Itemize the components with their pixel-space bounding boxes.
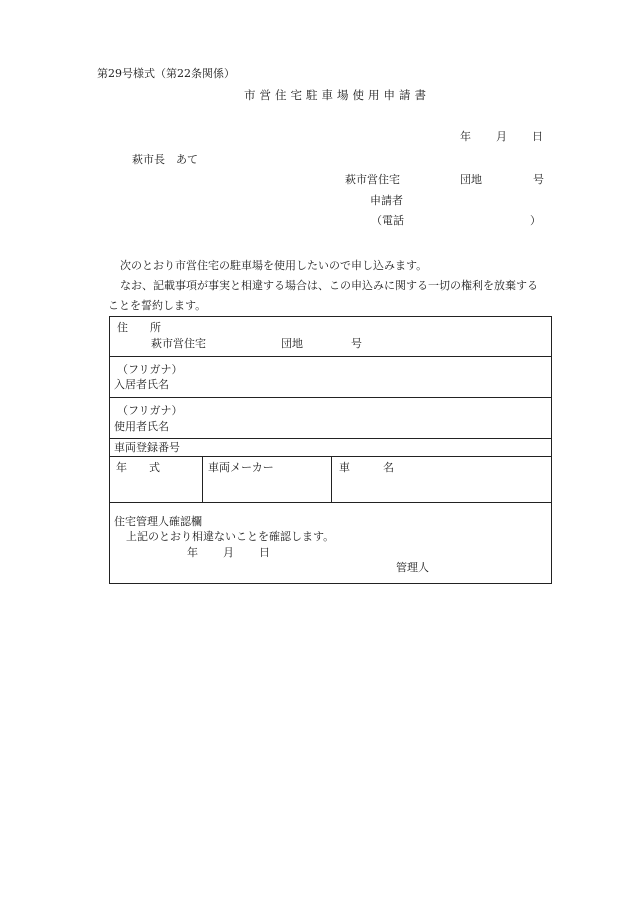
table-rule bbox=[110, 438, 551, 439]
date-month-label: 月 bbox=[496, 130, 507, 143]
table-divider bbox=[331, 456, 332, 502]
manager-label: 管理人 bbox=[396, 561, 429, 574]
vehicle-maker-label: 車両メーカー bbox=[208, 461, 274, 474]
confirm-section-title: 住宅管理人確認欄 bbox=[114, 515, 202, 528]
address-label: 住 所 bbox=[117, 321, 161, 334]
user-name-label: 使用者氏名 bbox=[114, 420, 169, 433]
confirm-text: 上記のとおり相違ないことを確認します。 bbox=[126, 530, 335, 543]
resident-name-label: 入居者氏名 bbox=[114, 378, 169, 391]
table-rule bbox=[110, 397, 551, 398]
application-form-table bbox=[109, 316, 552, 584]
applicant-address-prefix: 萩市営住宅 bbox=[345, 173, 400, 186]
address-go-label: 号 bbox=[351, 337, 362, 350]
user-furigana-label: （フリガナ） bbox=[117, 404, 183, 417]
table-rule bbox=[110, 356, 551, 357]
page-title: 市営住宅駐車場使用申請書 bbox=[244, 88, 430, 102]
form-number: 第29号様式（第22条関係） bbox=[97, 67, 235, 80]
applicant-label: 申請者 bbox=[370, 194, 403, 207]
applicant-go-label: 号 bbox=[533, 173, 544, 186]
vehicle-reg-label: 車両登録番号 bbox=[114, 441, 180, 454]
car-name-label: 車 名 bbox=[339, 461, 394, 474]
confirm-month-label: 月 bbox=[223, 546, 234, 559]
date-year-label: 年 bbox=[460, 130, 471, 143]
address-danchi-label: 団地 bbox=[281, 337, 303, 350]
table-divider bbox=[202, 456, 203, 502]
confirm-day-label: 日 bbox=[259, 546, 270, 559]
body-line-1: 次のとおり市営住宅の駐車場を使用したいので申し込みます。 bbox=[120, 259, 428, 272]
address-prefix: 萩市営住宅 bbox=[151, 337, 206, 350]
addressee: 萩市長 あて bbox=[132, 153, 198, 166]
table-rule bbox=[110, 502, 551, 503]
model-year-label: 年 式 bbox=[116, 461, 160, 474]
body-line-3: ことを誓約します。 bbox=[108, 299, 207, 312]
date-day-label: 日 bbox=[532, 130, 543, 143]
confirm-year-label: 年 bbox=[187, 546, 198, 559]
body-line-2: なお、記載事項が事実と相違する場合は、この申込みに関する一切の権利を放棄する bbox=[120, 279, 538, 292]
phone-close: ） bbox=[530, 214, 541, 227]
applicant-danchi-label: 団地 bbox=[460, 173, 482, 186]
resident-furigana-label: （フリガナ） bbox=[117, 363, 183, 376]
phone-label: （電話 bbox=[371, 214, 404, 227]
